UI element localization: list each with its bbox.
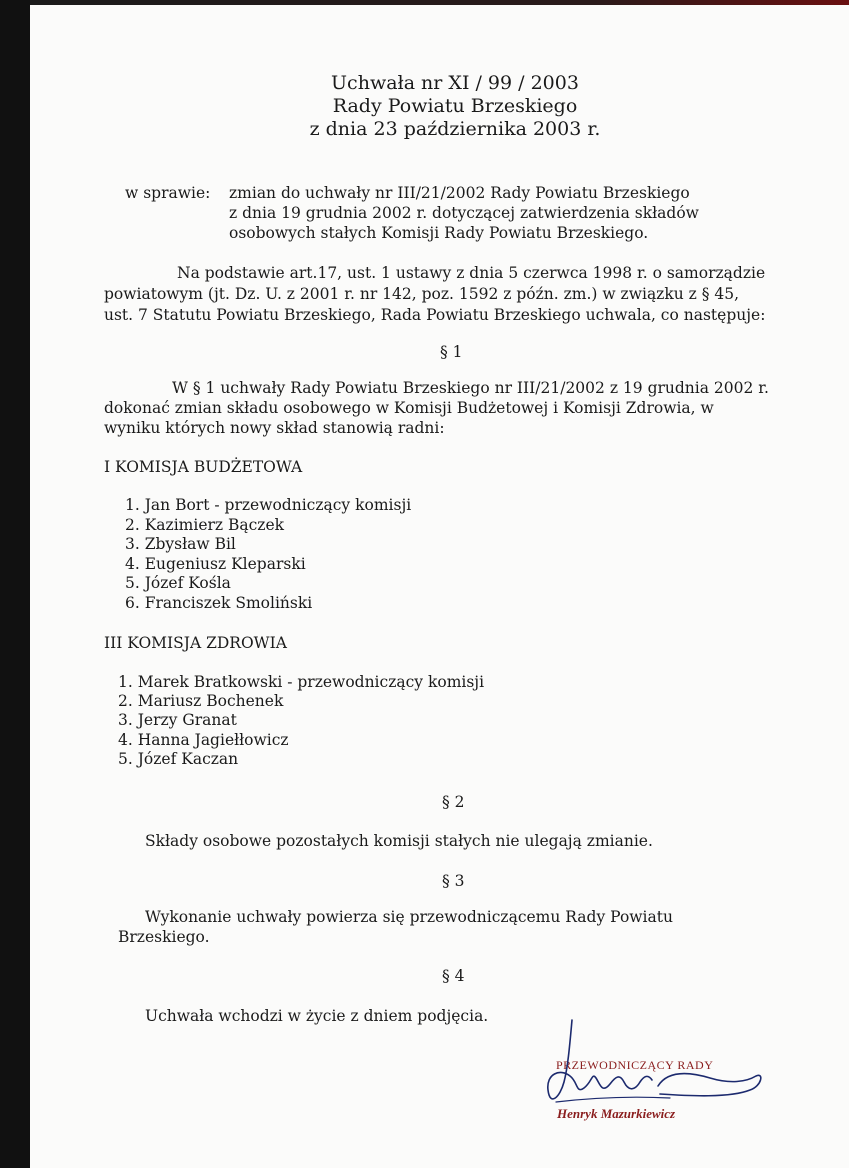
section-heading: § 1 — [440, 343, 463, 361]
signatory-name: Henryk Mazurkiewicz — [557, 1106, 676, 1121]
subject-line: zmian do uchwały nr III/21/2002 Rady Powiatu Brzeskiego — [229, 184, 690, 202]
signature-stamp-label: PRZEWODNICZĄCY RADY — [556, 1058, 714, 1072]
section3-line: Wykonanie uchwały powierza się przewodniczącemu Rady Powiatu — [145, 908, 673, 926]
committee-member: 4. Eugeniusz Kleparski — [125, 555, 306, 573]
preamble-line: powiatowym (jt. Dz. U. z 2001 r. nr 142, poz. 1592 z późn. zm.) w związku z § 45, — [104, 285, 740, 303]
subject-line: z dnia 19 grudnia 2002 r. dotyczącej zatwierdzenia składów — [229, 204, 699, 222]
committee-member: 2. Mariusz Bochenek — [118, 692, 284, 710]
committee-member: 1. Marek Bratkowski - przewodniczący komisji — [118, 673, 485, 691]
committee-member: 4. Hanna Jagiełłowicz — [118, 731, 289, 749]
committee-member: 3. Zbysław Bil — [125, 535, 236, 553]
committee-member: 5. Józef Kośla — [125, 574, 231, 592]
subject-label: w sprawie: — [125, 184, 211, 202]
subject-line: osobowych stałych Komisji Rady Powiatu Brzeskiego. — [229, 224, 649, 242]
section1-line: W § 1 uchwały Rady Powiatu Brzeskiego nr III/21/2002 z 19 grudnia 2002 r. — [172, 379, 769, 397]
committee-member: 1. Jan Bort - przewodniczący komisji — [125, 496, 412, 514]
preamble-line: Na podstawie art.17, ust. 1 ustawy z dnia 5 czerwca 1998 r. o samorządzie — [177, 264, 766, 282]
preamble-line: ust. 7 Statutu Powiatu Brzeskiego, Rada Powiatu Brzeskiego uchwala, co następuje: — [104, 306, 766, 324]
section1-line: wyniku których nowy skład stanowią radni: — [104, 419, 445, 437]
section1-line: dokonać zmian składu osobowego w Komisji Budżetowej i Komisji Zdrowia, w — [104, 399, 714, 417]
section2-text: Składy osobowe pozostałych komisji stałych nie ulegają zmianie. — [145, 832, 653, 850]
scan-left-edge — [0, 0, 30, 1168]
section-heading: § 3 — [442, 872, 465, 890]
council-name: Rady Powiatu Brzeskiego — [332, 95, 578, 117]
committee-member: 3. Jerzy Granat — [118, 711, 237, 729]
resolution-number: Uchwała nr XI / 99 / 2003 — [331, 72, 579, 94]
section-heading: § 4 — [442, 967, 465, 985]
resolution-date: z dnia 23 października 2003 r. — [309, 118, 601, 140]
committee-title: III KOMISJA ZDROWIA — [104, 634, 287, 652]
scan-top-edge — [0, 0, 849, 5]
section-heading: § 2 — [442, 793, 465, 811]
committee-member: 6. Franciszek Smoliński — [125, 594, 313, 612]
section3-line: Brzeskiego. — [118, 928, 210, 946]
committee-member: 2. Kazimierz Bączek — [125, 516, 285, 534]
committee-member: 5. Józef Kaczan — [118, 750, 239, 768]
section4-text: Uchwała wchodzi w życie z dniem podjęcia. — [145, 1007, 489, 1025]
committee-title: I KOMISJA BUDŻETOWA — [104, 458, 303, 476]
